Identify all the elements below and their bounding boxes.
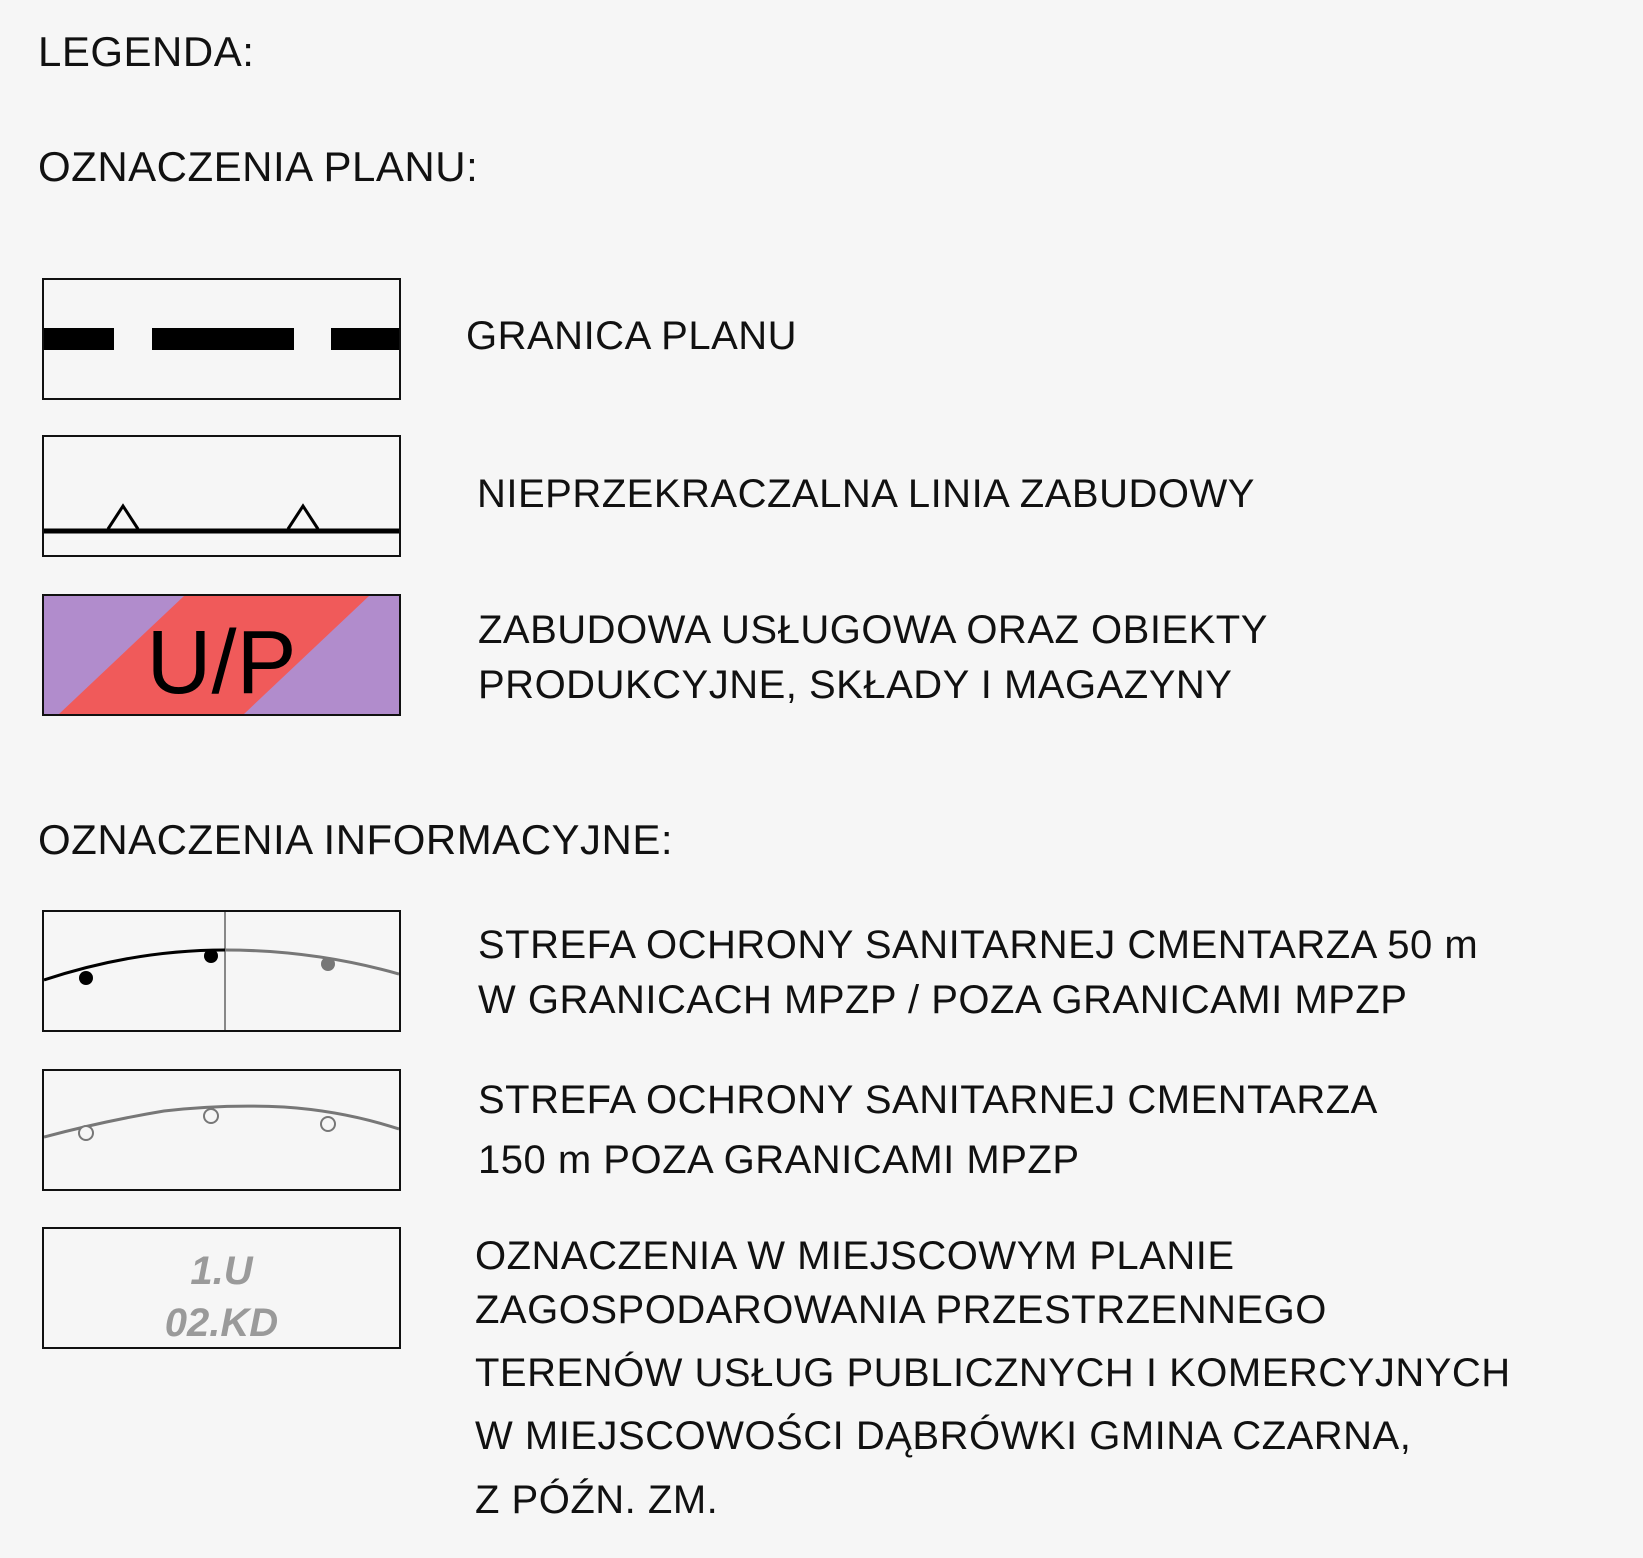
cemetery-150m-label: STREFA OCHRONY SANITARNEJ CMENTARZA 150 m POZA GRANICAMI MPZP: [478, 1078, 1378, 1182]
zone-dot: [321, 957, 335, 971]
up-zone-code: U/P: [146, 613, 297, 713]
mpzp-code-line: 1.U: [190, 1249, 253, 1293]
plan-boundary-symbol: [42, 278, 401, 400]
up-zone-symbol: [42, 594, 401, 716]
mpzp-code-line: 02.KD: [164, 1301, 279, 1345]
boundary-dash: [44, 328, 114, 350]
legend-title: LEGENDA:: [38, 28, 255, 75]
cemetery-50m-symbol: [42, 910, 401, 1032]
zone-dot: [321, 1117, 335, 1131]
cemetery-50m-label: STREFA OCHRONY SANITARNEJ CMENTARZA 50 m W GRANICACH MPZP / POZA GRANICAMI MPZP: [478, 923, 1479, 1022]
zone-dot: [204, 949, 218, 963]
zone-dot: [79, 1126, 93, 1140]
boundary-dash: [152, 328, 294, 350]
up-zone-label: ZABUDOWA USŁUGOWA ORAZ OBIEKTY PRODUKCYJNE, SKŁADY I MAGAZYNY: [478, 608, 1268, 707]
zone-dot: [204, 1109, 218, 1123]
building-line-symbol: [42, 435, 401, 557]
triangle-marker: [108, 506, 138, 529]
mpzp-codes-label: OZNACZENIA W MIEJSCOWYM PLANIE ZAGOSPODAROWANIA PRZESTRZENNEGO TERENÓW USŁUG PUBLICZNYCH I KOMERCYJNYCH W MIEJSCOWOŚCI DĄBRÓWKI GMINA CZARNA, Z PÓŹN. ZM.: [475, 1234, 1511, 1522]
boundary-dash: [331, 328, 399, 350]
cemetery-150m-symbol: [42, 1069, 401, 1191]
mpzp-codes-symbol: [42, 1227, 401, 1349]
info-section-title: OZNACZENIA INFORMACYJNE:: [38, 816, 674, 863]
triangle-marker: [288, 506, 318, 529]
zone-dot: [79, 971, 93, 985]
plan-section-title: OZNACZENIA PLANU:: [38, 143, 479, 190]
